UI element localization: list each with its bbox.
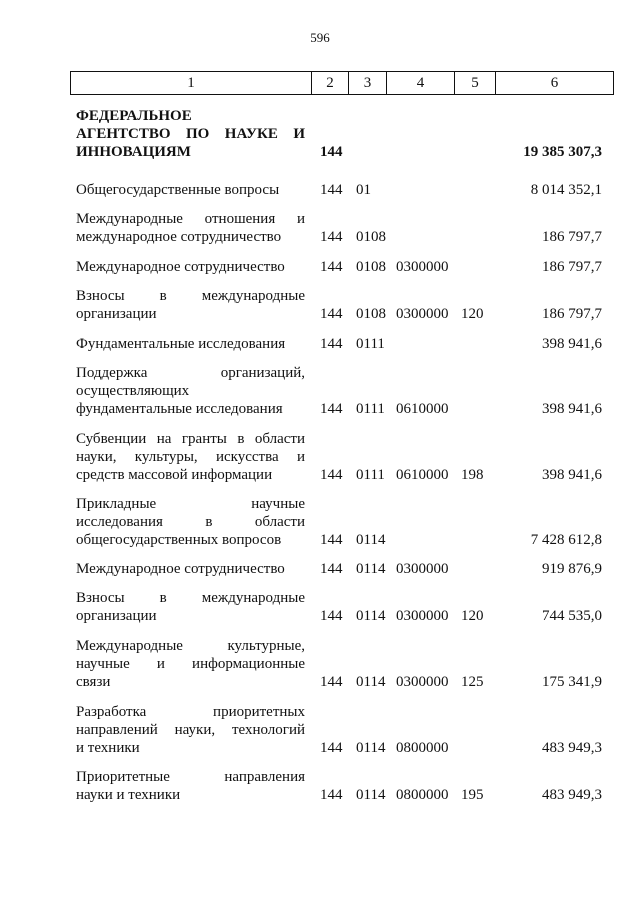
row-name-line: ИННОВАЦИЯМ bbox=[76, 144, 191, 160]
row-c6: 8 014 352,1 bbox=[530, 182, 602, 198]
row-name-line: Международные отношения и bbox=[76, 211, 305, 227]
row-name-line: Международное сотрудничество bbox=[76, 561, 285, 577]
row-c2: 144 bbox=[320, 401, 343, 417]
row-c5: 125 bbox=[461, 674, 484, 690]
row-name bbox=[76, 335, 305, 353]
row-c6: 19 385 307,3 bbox=[523, 144, 602, 160]
row-name bbox=[76, 560, 305, 578]
row-name-line: Общегосударственные вопросы bbox=[76, 182, 280, 198]
row-c2: 144 bbox=[320, 336, 343, 352]
row-name-line: осуществляющих bbox=[76, 383, 190, 399]
header-col-6: 6 bbox=[496, 72, 614, 95]
row-name bbox=[76, 430, 305, 484]
row-name-line: науки, культуры, искусства и bbox=[76, 449, 305, 465]
row-c4: 0300000 bbox=[396, 561, 449, 577]
row-name-line: организации bbox=[76, 306, 157, 322]
row-name bbox=[76, 107, 305, 161]
row-c4: 0300000 bbox=[396, 306, 449, 322]
row-c3: 0114 bbox=[356, 787, 386, 803]
row-c2: 144 bbox=[320, 229, 343, 245]
row-name-line: науки и техники bbox=[76, 787, 181, 803]
row-c2: 144 bbox=[320, 306, 343, 322]
row-c2: 144 bbox=[320, 787, 343, 803]
header-col-5: 5 bbox=[455, 72, 496, 95]
row-name-line: и техники bbox=[76, 740, 140, 756]
header-col-3: 3 bbox=[349, 72, 387, 95]
row-c2: 144 bbox=[320, 259, 343, 275]
row-c6: 186 797,7 bbox=[542, 259, 602, 275]
header-col-2: 2 bbox=[312, 72, 349, 95]
row-c6: 744 535,0 bbox=[542, 608, 602, 624]
row-name-line: международное сотрудничество bbox=[76, 229, 282, 245]
row-name-line: средств массовой информации bbox=[76, 467, 273, 483]
header-col-4: 4 bbox=[387, 72, 455, 95]
row-name bbox=[76, 364, 305, 418]
row-name-line: Субвенции на гранты в области bbox=[76, 431, 305, 447]
row-name-line: научные и информационные bbox=[76, 656, 305, 672]
row-c3: 0114 bbox=[356, 561, 386, 577]
row-name bbox=[76, 703, 305, 757]
row-c4: 0800000 bbox=[396, 740, 449, 756]
row-name-line: связи bbox=[76, 674, 111, 690]
row-name bbox=[76, 495, 305, 549]
row-name-line: общегосударственных вопросов bbox=[76, 532, 282, 548]
row-name-line: ФЕДЕРАЛЬНОЕ bbox=[76, 108, 192, 124]
row-c4: 0300000 bbox=[396, 674, 449, 690]
row-c4: 0610000 bbox=[396, 467, 449, 483]
row-c6: 483 949,3 bbox=[542, 787, 602, 803]
row-c5: 120 bbox=[461, 306, 484, 322]
row-name bbox=[76, 181, 305, 199]
row-c2: 144 bbox=[320, 674, 343, 690]
row-name-line: Международное сотрудничество bbox=[76, 259, 285, 275]
row-c3: 0111 bbox=[356, 467, 385, 483]
row-c5: 198 bbox=[461, 467, 484, 483]
row-c6: 186 797,7 bbox=[542, 306, 602, 322]
row-c2: 144 bbox=[320, 608, 343, 624]
row-name bbox=[76, 768, 305, 804]
row-name-line: Взносы в международные bbox=[76, 288, 305, 304]
row-c2: 144 bbox=[320, 467, 343, 483]
row-name-line: Прикладные научные bbox=[76, 496, 305, 512]
row-name-line: фундаментальные исследования bbox=[76, 401, 283, 417]
table-header bbox=[70, 71, 614, 95]
row-name bbox=[76, 258, 305, 276]
row-c2: 144 bbox=[320, 740, 343, 756]
row-name bbox=[76, 589, 305, 625]
row-c4: 0610000 bbox=[396, 401, 449, 417]
row-c3: 0108 bbox=[356, 259, 386, 275]
row-name-line: Приоритетные направления bbox=[76, 769, 305, 785]
row-c3: 0111 bbox=[356, 336, 385, 352]
row-name bbox=[76, 210, 305, 246]
row-name bbox=[76, 287, 305, 323]
header-col-1: 1 bbox=[71, 72, 312, 95]
row-c3: 01 bbox=[356, 182, 371, 198]
row-c2: 144 bbox=[320, 561, 343, 577]
row-c4: 0800000 bbox=[396, 787, 449, 803]
row-c3: 0114 bbox=[356, 740, 386, 756]
row-c6: 398 941,6 bbox=[542, 401, 602, 417]
row-name-line: АГЕНТСТВО ПО НАУКЕ И bbox=[76, 126, 305, 142]
row-c6: 175 341,9 bbox=[542, 674, 602, 690]
row-c4: 0300000 bbox=[396, 259, 449, 275]
row-name-line: Разработка приоритетных bbox=[76, 704, 305, 720]
row-name-line: организации bbox=[76, 608, 157, 624]
row-c5: 120 bbox=[461, 608, 484, 624]
row-name-line: Поддержка организаций, bbox=[76, 365, 305, 381]
row-c3: 0114 bbox=[356, 674, 386, 690]
row-c2: 144 bbox=[320, 144, 343, 160]
row-c5: 195 bbox=[461, 787, 484, 803]
row-name-line: Взносы в международные bbox=[76, 590, 305, 606]
row-c3: 0108 bbox=[356, 306, 386, 322]
row-name-line: исследования в области bbox=[76, 514, 305, 530]
row-c3: 0114 bbox=[356, 608, 386, 624]
row-c6: 7 428 612,8 bbox=[530, 532, 602, 548]
row-name-line: направлений науки, технологий bbox=[76, 722, 305, 738]
row-c3: 0111 bbox=[356, 401, 385, 417]
row-c6: 398 941,6 bbox=[542, 467, 602, 483]
row-c3: 0114 bbox=[356, 532, 386, 548]
row-c6: 398 941,6 bbox=[542, 336, 602, 352]
row-c2: 144 bbox=[320, 182, 343, 198]
row-c2: 144 bbox=[320, 532, 343, 548]
row-name bbox=[76, 637, 305, 691]
row-name-line: Международные культурные, bbox=[76, 638, 305, 654]
row-c6: 483 949,3 bbox=[542, 740, 602, 756]
row-c4: 0300000 bbox=[396, 608, 449, 624]
row-c3: 0108 bbox=[356, 229, 386, 245]
page-number: 596 bbox=[310, 30, 330, 45]
row-name-line: Фундаментальные исследования bbox=[76, 336, 286, 352]
row-c6: 186 797,7 bbox=[542, 229, 602, 245]
row-c6: 919 876,9 bbox=[542, 561, 602, 577]
